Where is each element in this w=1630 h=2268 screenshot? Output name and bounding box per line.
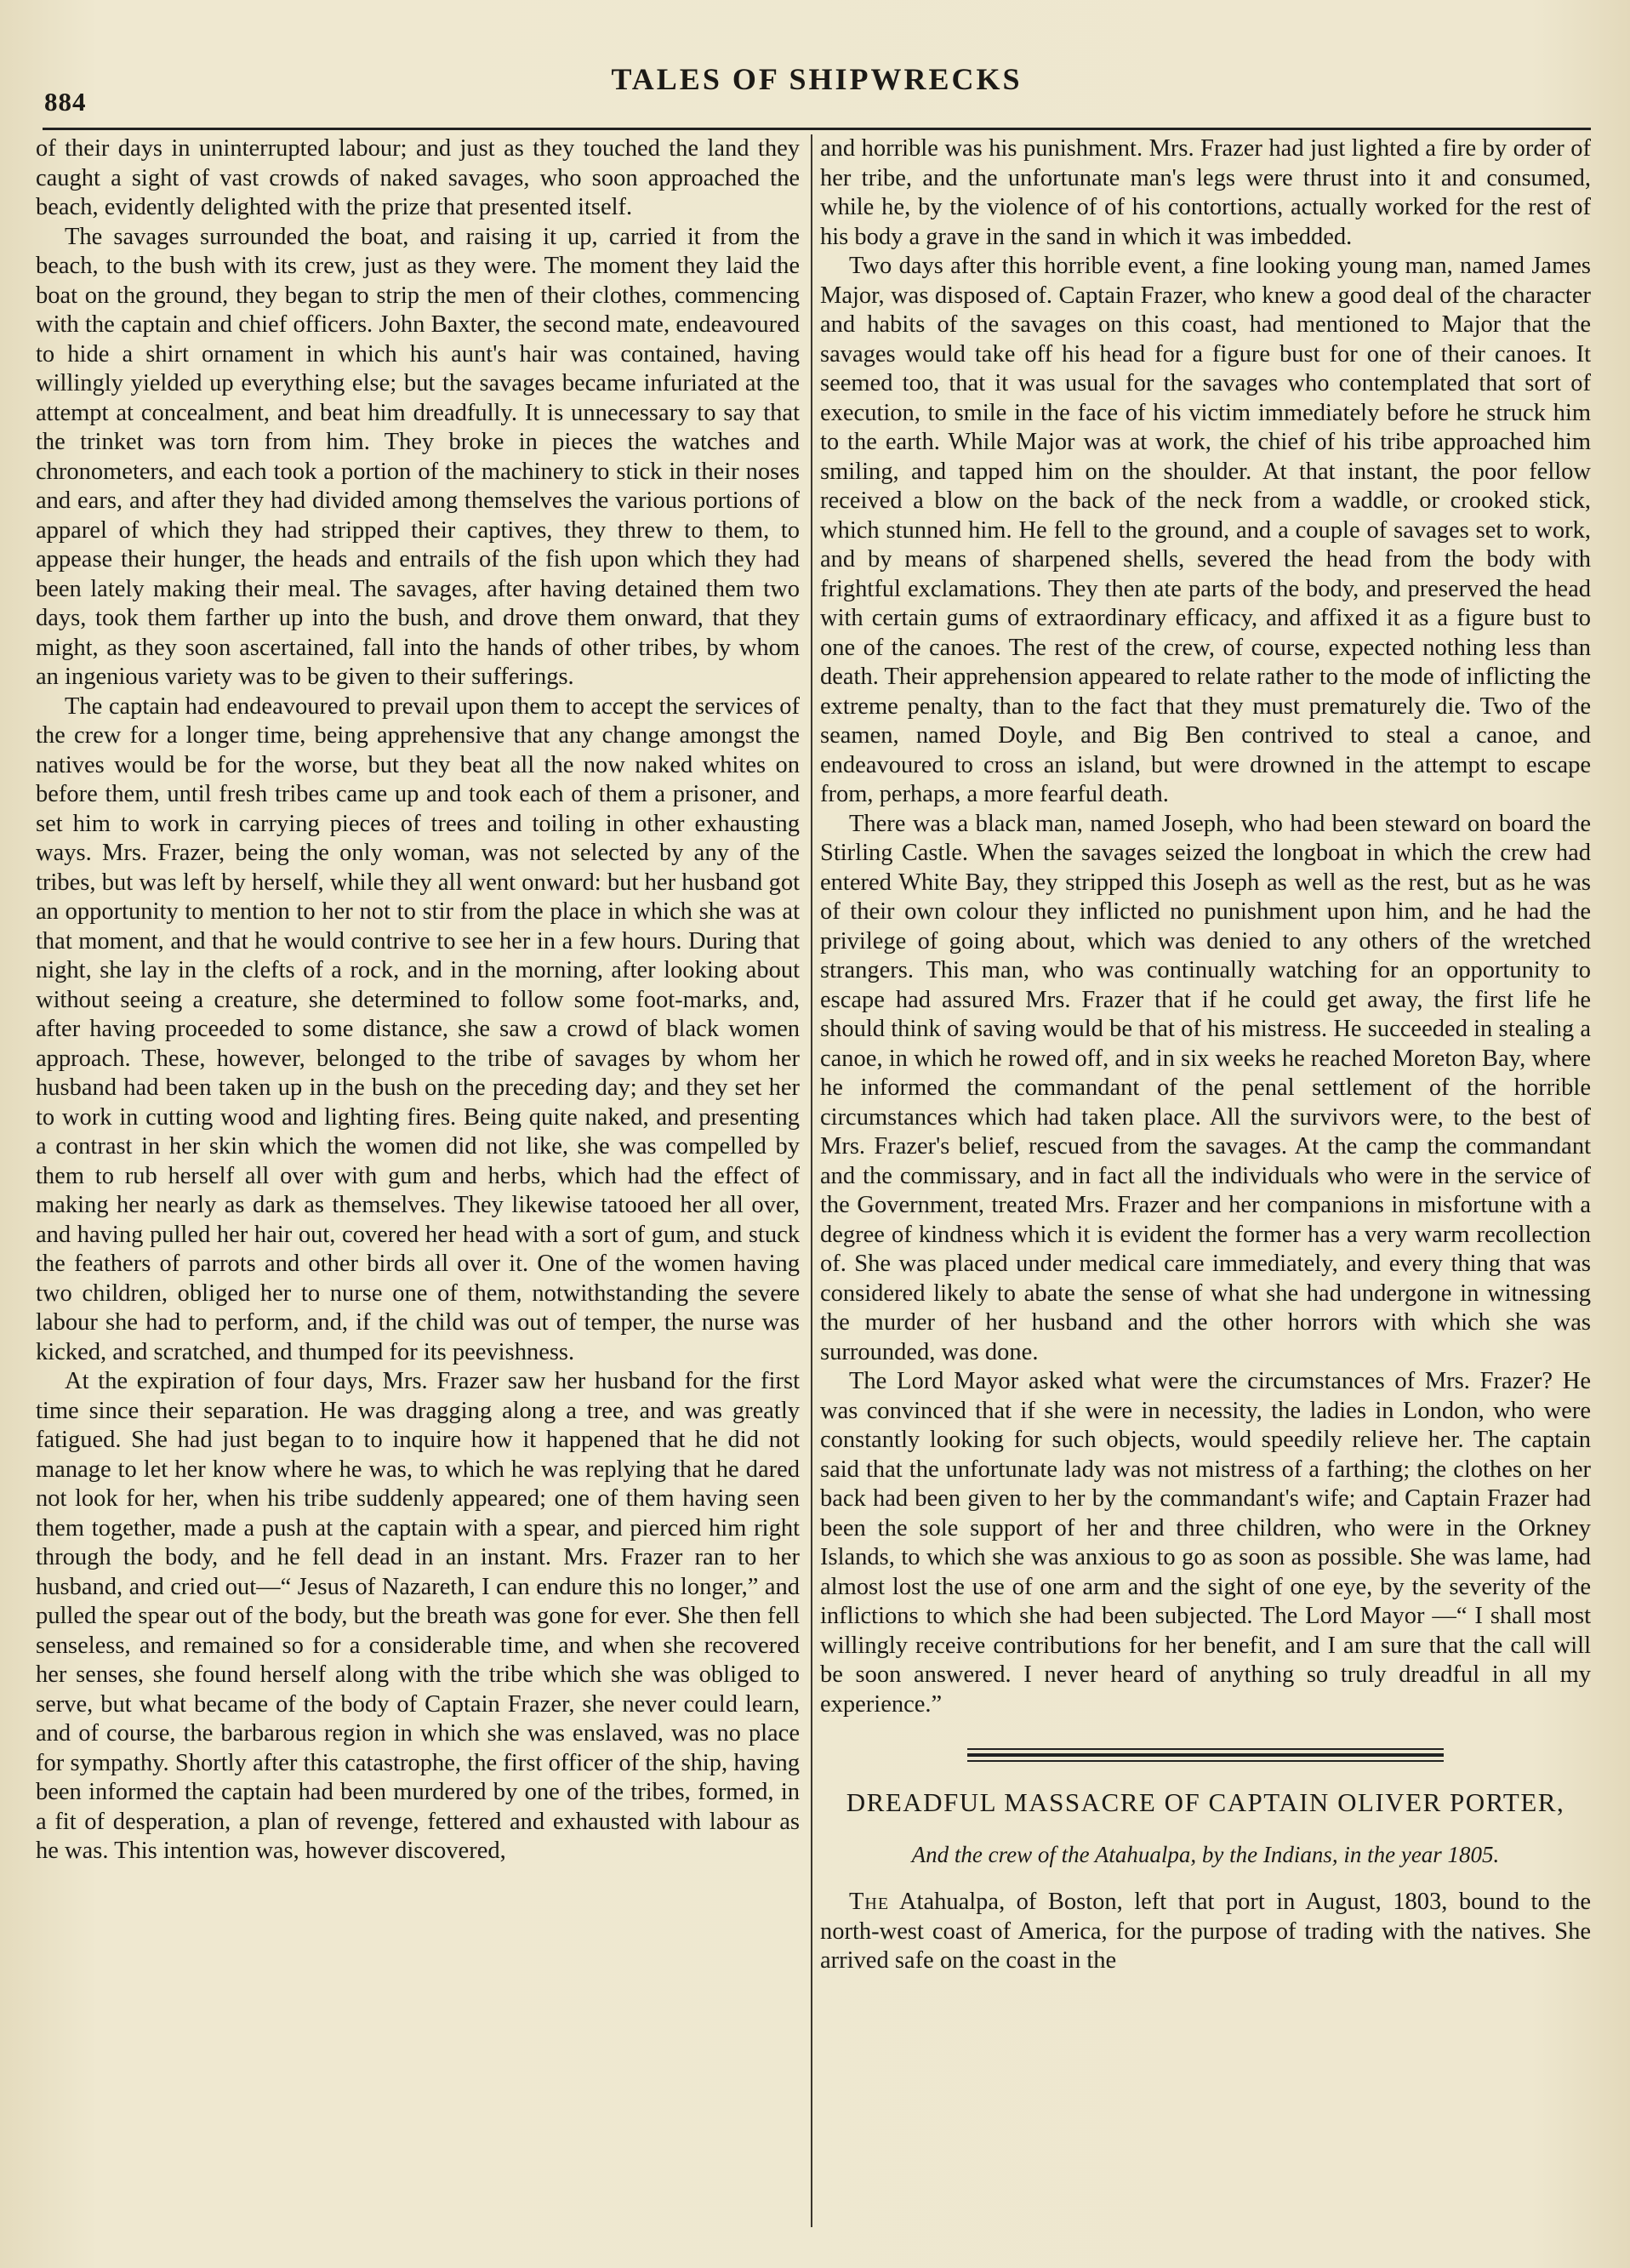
paragraph: At the expiration of four days, Mrs. Frazer saw her husband for the first time since their separation. He was dragging along a tree, and was greatly fatigued. She had just began to to inquire how it happened that he did not manage to let her know where he was, to which he was replying that he dared not look for her, when his tribe suddenly appeared; one of them having seen them together, made a push at the captain with a spear, and pierced him right through the body, and he fell dead in an instant. Mrs. Frazer ran to her husband, and cried out—“ Jesus of Nazareth, I can endure this no longer,” and pulled the spear out of the body, but the breath was gone for ever. She then fell senseless, and remained so for a considerable time, and when she recovered her senses, she found herself along with the tribe which she was obliged to serve, but what became of the body of Captain Frazer, she never could learn, and of course, the barbarous region in which she was enslaved, was no place for sympathy. Shortly after this catastrophe, the first officer of the ship, having been informed the captain had been murdered by one of the tribes, formed, in a fit of desperation, a plan of revenge, fettered and exhausted with labour as he was. This intention was, however discovered, (36, 1368, 800, 1864)
article-opening-paragraph (820, 1888, 1591, 1976)
paragraph: There was a black man, named Joseph, who had been steward on board the Stirling Castle. When the savages seized the longboat in which the crew had entered White Bay, they stripped this Joseph as well as the rest, but as he was of their own colour they inflicted no punishment upon him, and he had the privilege of going about, which was denied to any others of the wretched strangers. This man, who was continually watching for an opportunity to escape had assured Mrs. Frazer that if he could get away, the first life he should think of saving would be that of his mistress. He succeeded in stealing a canoe, in which he rowed off, and in six weeks he reached Moreton Bay, where he informed the commandant of the penal settlement of the horrible circumstances which had taken place. All the survivors were, to the best of Mrs. Frazer's belief, rescued from the savages. At the camp the commandant and the commissary, and in fact all the individuals who were in the service of the Government, treated Mrs. Frazer and her companions in misfortune with a degree of kindness which it is evident the former has a very warm recollection of. She was placed under medical care immediately, and every thing that was considered likely to abate the sense of what she had undergone in witnessing the murder of her husband and the other horrors with which she was surrounded, was done. (820, 810, 1591, 1365)
paragraph: Two days after this horrible event, a fine looking young man, named James Major, was disposed of. Captain Frazer, who knew a good deal of the character and habits of the savages on this coast, had mentioned to Major that the savages would take off his head for a figure bust for one of their canoes. It seemed too, that it was usual for the savages who contemplated that sort of execution, to smile in the face of his victim immediately before he struck him to the earth. While Major was at work, the chief of his tribe approached him smiling, and tapped him on the shoulder. At that instant, the poor fellow received a blow on the back of the neck from a waddle, or crooked stick, which stunned him. He fell to the ground, and a couple of savages set to work, and by means of sharpened shells, severed the head from the body with frightful exclamations. They then ate parts of the body, and preserved the head with certain gums of extraordinary efficacy, and affixed it as a figure bust to one of the canoes. The rest of the crew, of course, expected nothing less than death. Their apprehension appeared to relate rather to the mode of inflicting the extreme penalty, than to the fact that they must prematurely die. Two of the seamen, named Doyle, and Big Ben contrived to steal a canoe, and endeavoured to cross an island, but were drowned in the attempt to escape from, perhaps, a more fearful death. (820, 253, 1591, 807)
page-header (43, 56, 1591, 133)
paragraph: The savages surrounded the boat, and raising it up, carried it from the beach, to the bush with its crew, just as they were. The moment they laid the boat on the ground, they began to strip the men of their clothes, commencing with the captain and chief officers. John Baxter, the second mate, endeavoured to hide a shirt ornament in which his aunt's hair was contained, having willingly yielded up everything else; but the savages became infuriated at the attempt at concealment, and beat him dreadfully. It is unnecessary to say that the trinket was torn from him. They broke in pieces the watches and chronometers, and each took a portion of the machinery to stick in their noses and ears, and after they had divided among themselves the various portions of apparel of which they had stripped their captives, they threw to them, to appease their hunger, the heads and entrails of the fish upon which they had been lately making their meal. The savages, after having detained them two days, took them farther up into the bush, and drove them onward, that they might, as they soon ascertained, fall into the hands of other tribes, by whom an ingenious variety was to be given to their sufferings. (36, 223, 800, 690)
running-title: TALES OF SHIPWRECKS (611, 62, 1023, 96)
column-divider (811, 134, 812, 2227)
section-separator (967, 1748, 1444, 1762)
left-column (36, 134, 800, 2236)
paragraph: The Lord Mayor asked what were the circumstances of Mrs. Frazer? He was convinced that if she were in necessity, the ladies in London, who were constantly looking for such objects, would speedily relieve her. The captain said that the unfortunate lady was not mistress of a farthing; the clothes on her back had been given to her by the commandant's wife; and Captain Frazer had been the sole support of her and three children, who were in the Orkney Islands, to which she was anxious to go as soon as possible. She was lame, had almost lost the use of one arm and the sight of one eye, by the severity of the inflictions to which she had been subjected. The Lord Mayor —“ I shall most willingly receive contributions for her benefit, and I am sure that the call will be soon answered. I never heard of anything so truly dreadful in all my experience.” (820, 1368, 1591, 1718)
article-title: DREADFUL MASSACRE OF CAPTAIN OLIVER PORTER, (846, 1787, 1565, 1817)
opening-text: Atahualpa, of Boston, left that port in August, 1803, bound to the north-west coast of America, for the purpose of trading with the natives. She arrived safe on the coast in the (820, 1889, 1591, 1974)
article-subtitle: And the crew of the Atahualpa, by the Indians, in the year 1805. (911, 1842, 1500, 1867)
paragraph: and horrible was his punishment. Mrs. Frazer had just lighted a fire by order of her tribe, and the unfortunate man's legs were thrust into it and consumed, while he, by the violence of of his contortions, actually worked for the rest of his body a grave in the sand in which it was imbedded. (820, 135, 1591, 250)
right-column (820, 134, 1591, 2236)
lead-word: The (849, 1889, 890, 1915)
paragraph: of their days in uninterrupted labour; and just as they touched the land they caught a sight of vast crowds of naked savages, who soon approached the beach, evidently delighted with the prize that presented itself. (36, 135, 800, 220)
page-number: 884 (44, 87, 87, 117)
paragraph: The captain had endeavoured to prevail upon them to accept the services of the crew for a longer time, being apprehensive that any change amongst the natives would be for the worse, but they beat all the now naked whites on before them, until fresh tribes came up and took each of them a prisoner, and set him to work in carrying pieces of trees and toiling in other exhausting ways. Mrs. Frazer, being the only woman, was not selected by any of the tribes, but was left by herself, while they all went onward: but her husband got an opportunity to mention to her not to stir from the place in which she was at that moment, and that he would contrive to see her in a few hours. During that night, she lay in the clefts of a rock, and in the morning, after looking about without seeing a creature, she determined to follow some foot-marks, and, after having proceeded to some distance, she saw a crowd of black women approach. These, however, belonged to the tribe of savages by whom her husband had been taken up in the bush on the preceding day; and they set her to work in cutting wood and lighting fires. Being quite naked, and presenting a contrast in her skin which the women did not like, she was compelled by them to rub herself all over with gum and herbs, which had the effect of making her nearly as dark as themselves. They likewise tatooed her all over, and having pulled her hair out, covered her head with a sort of gum, and stuck the feathers of parrots and other birds all over it. One of the women having two children, obliged her to nurse one of them, notwithstanding the severe labour she had to perform, and, if the child was out of temper, the nurse was kicked, and scratched, and thumped for its peevishness. (36, 692, 800, 1365)
header-rule (43, 128, 1591, 130)
